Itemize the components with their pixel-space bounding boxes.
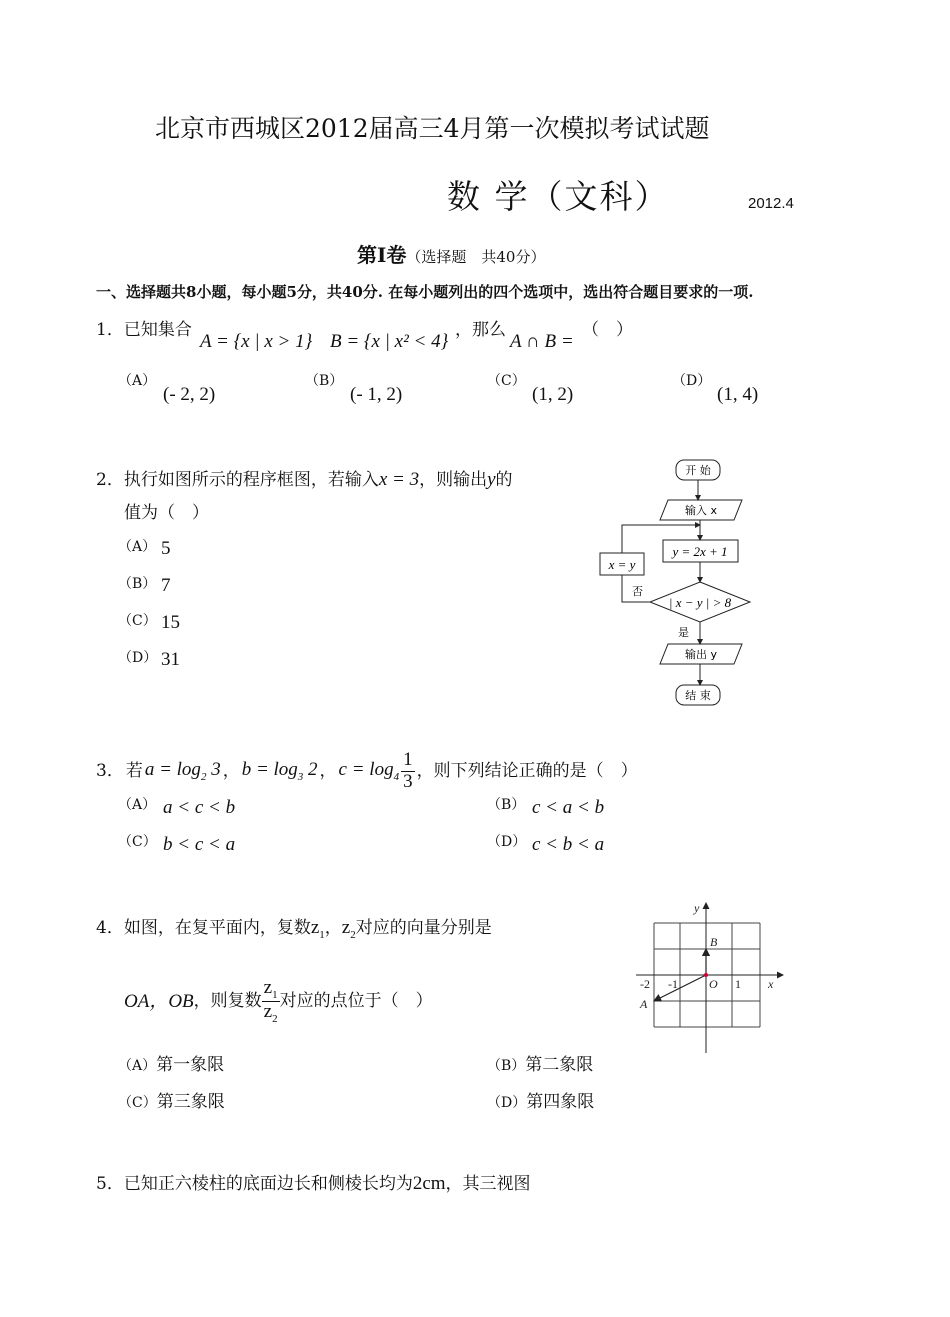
q1-paren: （ ） (582, 320, 633, 340)
q1-option-a-label: （A） (118, 373, 157, 389)
q2-stem2: ，则输出 (419, 470, 488, 490)
q4-frac-den-letter: z (263, 1000, 273, 1022)
q4-option-a-value: 第一象限 (156, 1055, 225, 1075)
q4-z1-sub: 1 (319, 928, 325, 941)
q3-c (339, 760, 400, 783)
q3-stem: 3． 若 $a = \log_2 3$ ， $b = \log_3 2$ ， $c = \log_4$ $\frac{1}{3}$ ，则下列结论正确的是（ ） (96, 749, 638, 792)
q4-z1 (310, 917, 325, 941)
q4-stem2: 对应的向量分别是 (355, 918, 492, 938)
q3-b-arg: 2 (303, 758, 318, 780)
q1-expr: A ∩ B = (510, 331, 574, 352)
plot-point-a: A (640, 997, 648, 1011)
q2-input: x = 3 (378, 469, 420, 490)
q1-set-b: B = {x | x² < 4} (330, 331, 449, 352)
q3-option-a-value: a < c < b (163, 797, 236, 818)
section-name: 第Ⅰ卷 (357, 243, 407, 267)
q2-outvar: y (487, 469, 496, 490)
q1-option-d-label: （D） (672, 373, 712, 389)
q3-number: 3． (96, 760, 124, 781)
plot-point-b: B (710, 935, 718, 949)
q3-b-base: 3 (297, 770, 304, 783)
q3-c-den: 3 (403, 770, 413, 792)
q4-frac-num-sub: 1 (272, 988, 278, 1001)
flow-process: y = 2x + 1 (672, 544, 728, 559)
q4-z2-letter: z (341, 917, 351, 938)
q2-stem1: 执行如图所示的程序框图，若输入 (123, 470, 379, 490)
plot-tick-neg2: -2 (640, 977, 650, 991)
q3-option-c-label: （C） (118, 834, 157, 850)
q3-option-b-label: （B） (487, 797, 526, 813)
q2-option-b-label: （B） (118, 576, 157, 592)
flow-assign: x = y (608, 557, 636, 572)
q5-stem (96, 1174, 531, 1193)
q4-stem-line2 (124, 978, 433, 1025)
plot-x-label: x (768, 977, 774, 991)
q4-complex-plane (628, 898, 788, 1054)
q4-stem4: 对应的点位于（ ） (279, 990, 433, 1011)
q2-option-d-label: （D） (118, 650, 158, 666)
q4-option-a (118, 1057, 224, 1074)
q1-option-c-label: （C） (487, 373, 526, 389)
q1-option-a-value: (- 2, 2) (163, 384, 216, 405)
q4-option-d (487, 1094, 594, 1111)
q4-vectors: OA，OB (124, 990, 194, 1012)
q2-stem-line1 (96, 470, 513, 489)
q1-stem (96, 322, 192, 339)
q4-option-b-value: 第二象限 (525, 1055, 594, 1075)
q5-number: 5． (96, 1174, 124, 1194)
q4-frac-den-sub: 2 (272, 1012, 278, 1025)
q4-z2-sub: 2 (350, 928, 356, 941)
q3-option-d-value: c < b < a (532, 834, 605, 855)
q4-frac-den (264, 1002, 278, 1025)
subject-title: 数 学（文科） (447, 177, 670, 216)
q4-option-d-label: （D） (487, 1095, 527, 1111)
q3-option-d-label: （D） (487, 834, 527, 850)
q1-then: ，那么 (455, 320, 506, 340)
q4-option-b-label: （B） (487, 1058, 526, 1074)
q5-length: 2cm (412, 1173, 446, 1194)
q3-option-b-value: c < a < b (532, 797, 605, 818)
q1-option-b-label: （B） (305, 373, 344, 389)
q3-stem2: ，则下列结论正确的是（ ） (416, 760, 638, 781)
exam-date: 2012.4 (748, 195, 794, 212)
flow-start: 开 始 (685, 464, 711, 477)
q2-option-a-value: 5 (161, 538, 171, 559)
q1-stem-text: 已知集合 (123, 320, 192, 340)
q4-stem1: 如图，在复平面内，复数 (123, 918, 311, 938)
section-heading (357, 245, 545, 265)
flow-yes: 是 (678, 626, 689, 639)
q3-option-a-label: （A） (118, 797, 157, 813)
q3-c-fraction (401, 750, 415, 793)
q4-option-c (118, 1094, 225, 1111)
q4-number: 4． (96, 918, 124, 938)
q4-frac-num (262, 978, 280, 1002)
q3-a-log: a = log (144, 758, 201, 780)
q3-c-log: c = log (338, 758, 394, 780)
q3-c-base: 4 (393, 770, 400, 783)
q1-set-a: A = {x | x > 1} (200, 331, 313, 352)
q3-a (145, 760, 221, 783)
flow-decision: | x − y | > 8 (668, 595, 732, 610)
section-instructions: 一、选择题共8小题，每小题5分，共40分. 在每小题列出的四个选项中，选出符合题目要求的一项. (96, 283, 754, 301)
q4-z1-letter: z (310, 917, 320, 938)
q4-z2 (341, 917, 356, 941)
q2-option-c-label: （C） (118, 613, 157, 629)
q4-frac-num-letter: z (263, 977, 273, 998)
q3-option-c-value: b < c < a (163, 834, 236, 855)
q2-option-d-value: 31 (161, 649, 180, 670)
q3-a-base: 2 (200, 770, 207, 783)
plot-tick-1: 1 (735, 977, 741, 991)
plot-tick-neg1: -1 (668, 977, 678, 991)
section-note: （选择题 共40分） (406, 248, 546, 266)
flow-input: 输入 x (684, 504, 718, 517)
q2-flowchart (590, 455, 760, 711)
q4-stem3: ，则复数 (193, 990, 262, 1011)
q1-option-d-value: (1, 4) (717, 384, 759, 405)
q1-option-c-value: (1, 2) (532, 384, 574, 405)
q4-option-a-label: （A） (118, 1058, 157, 1074)
q2-option-b-value: 7 (161, 575, 171, 596)
q2-number: 2． (96, 470, 124, 490)
plot-origin: O (709, 977, 718, 991)
q2-option-a-label: （A） (118, 539, 157, 555)
flow-output: 输出 y (684, 648, 718, 661)
q3-c-num: 1 (403, 749, 413, 770)
q3-a-arg: 3 (206, 758, 221, 780)
q5-stem1: 已知正六棱柱的底面边长和侧棱长均为 (123, 1174, 413, 1194)
q4-fraction (262, 978, 280, 1025)
q4-option-c-value: 第三象限 (156, 1092, 225, 1112)
q1-number: 1． (96, 320, 124, 340)
q3-b-log: b = log (241, 758, 298, 780)
q4-stem-line1: 4．如图，在复平面内，复数$z_1$，$z_2$对应的向量分别是 (96, 917, 492, 941)
flow-end: 结 束 (685, 689, 711, 702)
q2-stem3: 的 (495, 470, 513, 490)
q2-option-c-value: 15 (161, 612, 180, 633)
q3-stem1: 若 (125, 760, 143, 781)
q4-option-c-label: （C） (118, 1095, 157, 1111)
q5-stem2: ，其三视图 (445, 1174, 531, 1194)
flow-no: 否 (632, 585, 643, 598)
exam-title: 北京市西城区2012届高三4月第一次模拟考试试题 (155, 114, 710, 143)
q4-option-b (487, 1057, 593, 1074)
q2-stem-line2: 值为（ ） (124, 503, 209, 523)
q4-option-d-value: 第四象限 (526, 1092, 595, 1112)
q1-option-b-value: (- 1, 2) (350, 384, 403, 405)
q3-b (242, 760, 318, 783)
plot-y-label: y (694, 901, 700, 915)
